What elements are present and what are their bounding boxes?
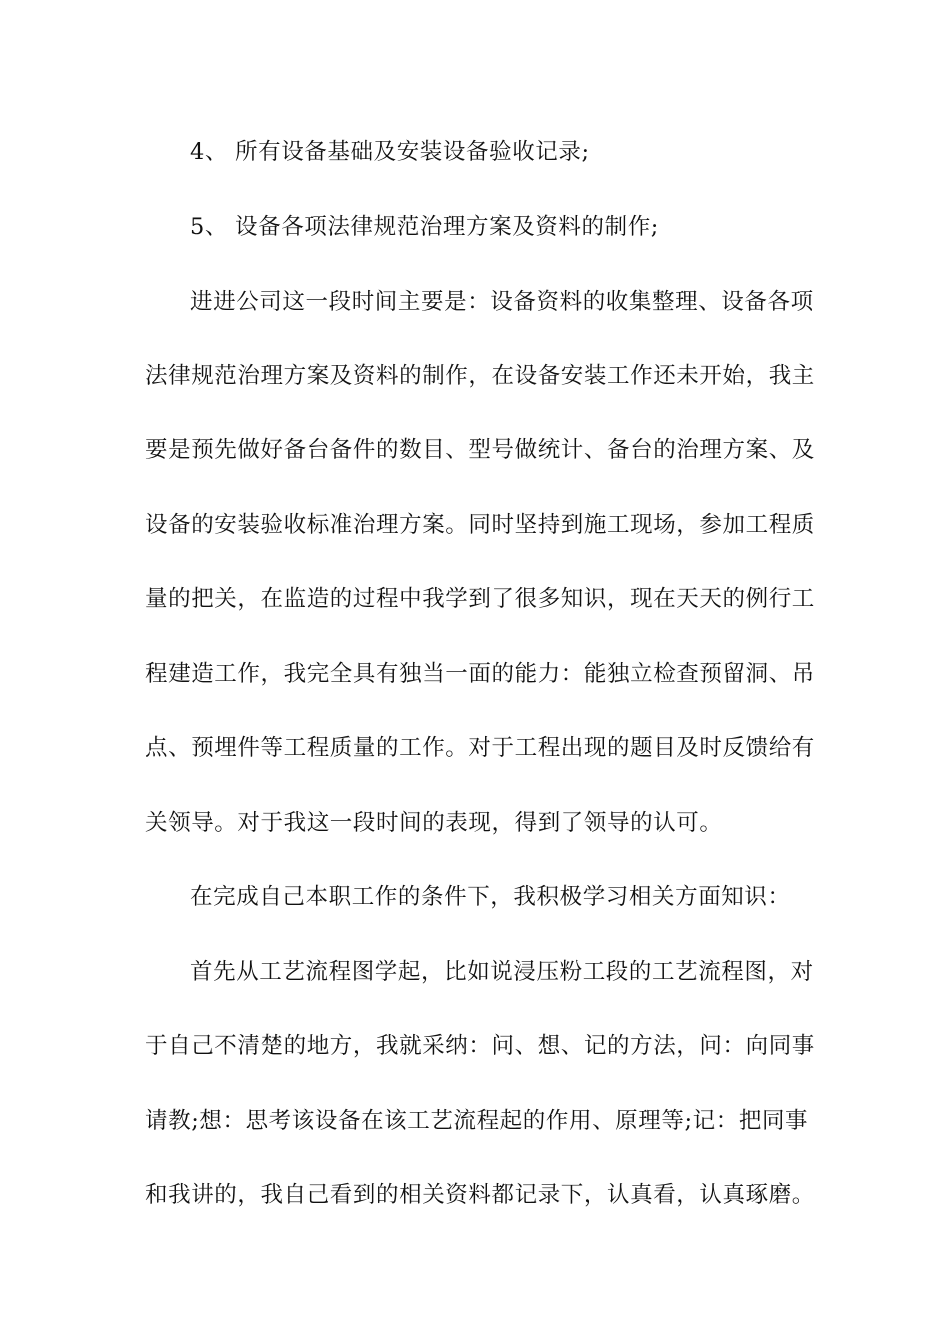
list-item-text: 设备各项法律规范治理方案及资料的制作; bbox=[235, 214, 659, 240]
paragraph-line: 首先从工艺流程图学起，比如说浸压粉工段的工艺流程图，对 bbox=[190, 959, 814, 985]
paragraph-line: 量的把关，在监造的过程中我学到了很多知识，现在天天的例行工 bbox=[145, 586, 815, 612]
paragraph-line: 在完成自己本职工作的条件下，我积极学习相关方面知识： bbox=[190, 884, 791, 910]
paragraph-line: 法律规范治理方案及资料的制作，在设备安装工作还未开始，我主 bbox=[145, 363, 815, 389]
list-item-4 bbox=[190, 137, 860, 167]
paragraph-line: 点、预埋件等工程质量的工作。对于工程出现的题目及时反馈给有 bbox=[145, 735, 815, 761]
paragraph-line: 程建造工作，我完全具有独当一面的能力：能独立检查预留洞、吊 bbox=[145, 661, 815, 687]
paragraph-line: 关领导。对于我这一段时间的表现，得到了领导的认可。 bbox=[145, 810, 723, 836]
list-item-text: 所有设备基础及安装设备验收记录; bbox=[235, 139, 590, 165]
paragraph-line: 于自己不清楚的地方，我就采纳：问、想、记的方法，问：向同事 bbox=[145, 1033, 815, 1059]
list-item-number: 4、 bbox=[190, 139, 229, 165]
paragraph-line: 进进公司这一段时间主要是：设备资料的收集整理、设备各项 bbox=[190, 289, 814, 315]
paragraph-line: 设备的安装验收标准治理方案。同时坚持到施工现场，参加工程质 bbox=[145, 512, 815, 538]
list-item-number: 5、 bbox=[190, 214, 229, 240]
paragraph-line: 请教;想：思考该设备在该工艺流程起的作用、原理等;记：把同事 bbox=[145, 1108, 809, 1134]
paragraph-line: 和我讲的，我自己看到的相关资料都记录下，认真看，认真琢磨。 bbox=[145, 1182, 815, 1208]
list-item-5 bbox=[190, 212, 860, 242]
paragraph-line: 要是预先做好备台备件的数目、型号做统计、备台的治理方案、及 bbox=[145, 437, 815, 463]
